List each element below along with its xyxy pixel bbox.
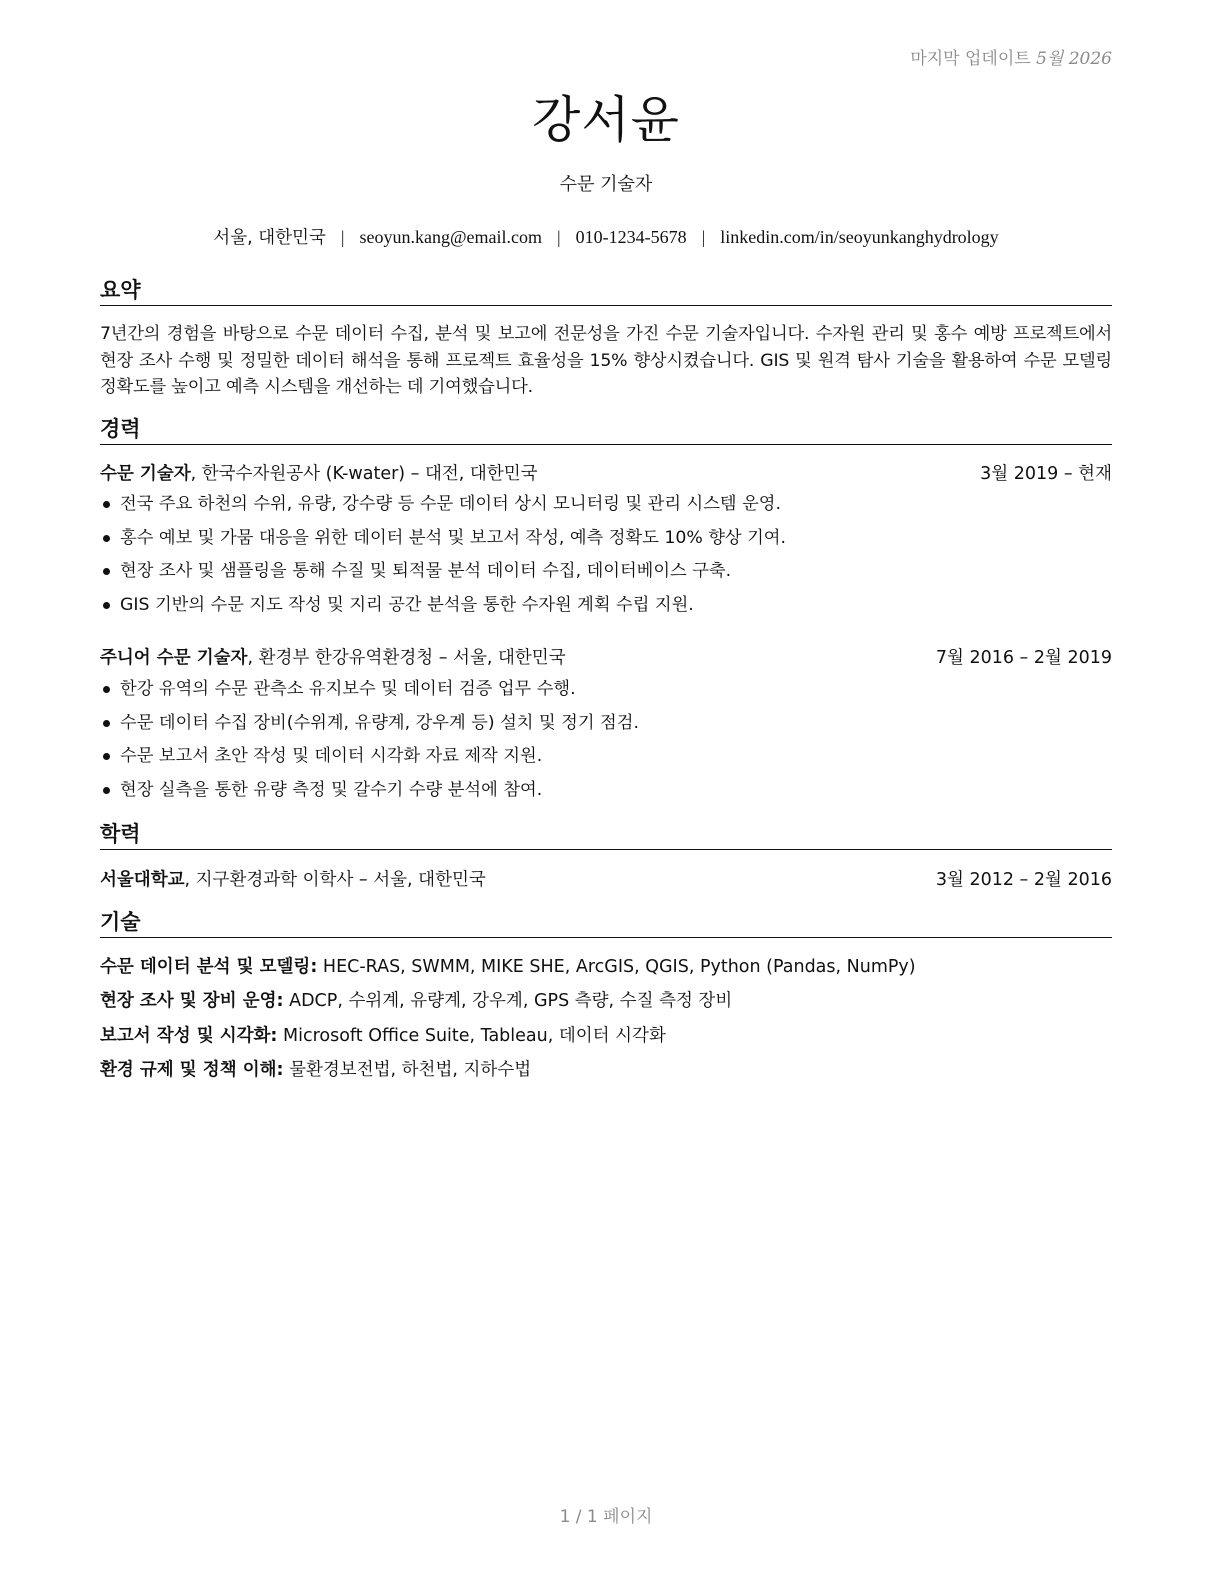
job-bullet: 현장 조사 및 샘플링을 통해 수질 및 퇴적물 분석 데이터 수집, 데이터베이스 구축. xyxy=(100,559,1112,593)
skill-category: 현장 조사 및 장비 운영: xyxy=(100,991,284,1011)
contact-email-link[interactable]: seoyun.kang@email.com xyxy=(359,227,542,247)
skill-value: 물환경보전법, 하천법, 지하수법 xyxy=(289,1060,532,1080)
contact-separator: | xyxy=(557,227,561,247)
skill-value: HEC-RAS, SWMM, MIKE SHE, ArcGIS, QGIS, Python (Pandas, NumPy) xyxy=(322,957,916,977)
education-detail: , 지구환경과학 이학사 – 서울, 대한민국 xyxy=(184,870,486,890)
skill-category: 수문 데이터 분석 및 모델링: xyxy=(100,957,318,977)
section-title-education: 학력 xyxy=(100,821,1112,850)
skill-category: 보고서 작성 및 시각화: xyxy=(100,1026,278,1046)
education-dates: 3월 2012 – 2월 2016 xyxy=(935,870,1112,890)
job-bullet: 수문 데이터 수집 장비(수위계, 유량계, 강우계 등) 설치 및 정기 점검. xyxy=(100,711,1112,745)
job-bullet: GIS 기반의 수문 지도 작성 및 지리 공간 분석을 통한 수자원 계획 수립 지원. xyxy=(100,593,1112,627)
job-organization: , 환경부 한강유역환경청 – 서울, 대한민국 xyxy=(247,648,566,668)
skill-row xyxy=(100,1058,1112,1082)
last-updated xyxy=(910,44,1112,69)
contact-separator: | xyxy=(701,227,706,247)
section-title-experience: 경력 xyxy=(100,416,1112,445)
contact-linkedin-link[interactable]: linkedin.com/in/seoyunkanghydrology xyxy=(720,227,999,247)
job-bullet: 홍수 예보 및 가뭄 대응을 위한 데이터 분석 및 보고서 작성, 예측 정확도 10% 향상 기여. xyxy=(100,526,1112,560)
job-heading xyxy=(100,646,1112,670)
skill-value: Microsoft Office Suite, Tableau, 데이터 시각화 xyxy=(283,1026,666,1046)
last-updated-label: 마지막 업데이트 xyxy=(910,49,1031,69)
job-bullet: 현장 실측을 통한 유량 측정 및 갈수기 수량 분석에 참여. xyxy=(100,778,1112,812)
skill-row xyxy=(100,1024,1112,1048)
candidate-name: 강서윤 xyxy=(532,91,680,149)
contact-line xyxy=(100,224,1112,249)
skill-row xyxy=(100,989,1112,1013)
job-bullet: 수문 보고서 초안 작성 및 데이터 시각화 자료 제작 지원. xyxy=(100,744,1112,778)
page-number: 1 / 1 페이지 xyxy=(559,1507,653,1527)
job-bullet: 전국 주요 하천의 수위, 유량, 강수량 등 수문 데이터 상시 모니터링 및 관리 시스템 운영. xyxy=(100,492,1112,526)
job-dates: 7월 2016 – 2월 2019 xyxy=(935,648,1112,668)
section-title-skills: 기술 xyxy=(100,909,1112,938)
job-position: 수문 기술자 xyxy=(100,464,191,484)
education-entry xyxy=(100,868,1112,892)
section-title-summary: 요약 xyxy=(100,277,1112,306)
contact-phone: 010-1234-5678 xyxy=(575,227,687,247)
candidate-role: 수문 기술자 xyxy=(559,174,653,195)
job-bullet-list xyxy=(100,677,1112,811)
job-heading xyxy=(100,462,1112,486)
contact-location: 서울, 대한민국 xyxy=(213,228,326,248)
contact-separator: | xyxy=(340,227,345,247)
job-dates: 3월 2019 – 현재 xyxy=(980,464,1112,484)
skill-row xyxy=(100,955,1112,979)
education-school: 서울대학교 xyxy=(100,870,185,890)
job-organization: , 한국수자원공사 (K-water) – 대전, 대한민국 xyxy=(190,464,538,484)
job-bullet: 한강 유역의 수문 관측소 유지보수 및 데이터 검증 업무 수행. xyxy=(100,677,1112,711)
skill-value: ADCP, 수위계, 유량계, 강우계, GPS 측량, 수질 측정 장비 xyxy=(289,991,733,1011)
summary-text: 7년간의 경험을 바탕으로 수문 데이터 수집, 분석 및 보고에 전문성을 가진 수문 기술자입니다. 수자원 관리 및 홍수 예방 프로젝트에서 현장 조사 수행 및 정밀한 데이터 해석을 통해 프로젝트 효율성을 15% 향상시켰습니다. GIS 및 원격 탐사 기술을 활용하여 수문 모델링 정확도를 높이고 예측 시스템을 개선하는 데 기여했습니다. xyxy=(100,324,1112,397)
job-position: 주니어 수문 기술자 xyxy=(100,648,248,668)
skill-category: 환경 규제 및 정책 이해: xyxy=(100,1060,284,1080)
last-updated-month: 5월 xyxy=(1036,49,1064,69)
job-bullet-list xyxy=(100,492,1112,626)
last-updated-year: 2026 xyxy=(1068,49,1112,69)
resume-page xyxy=(100,0,1112,1584)
